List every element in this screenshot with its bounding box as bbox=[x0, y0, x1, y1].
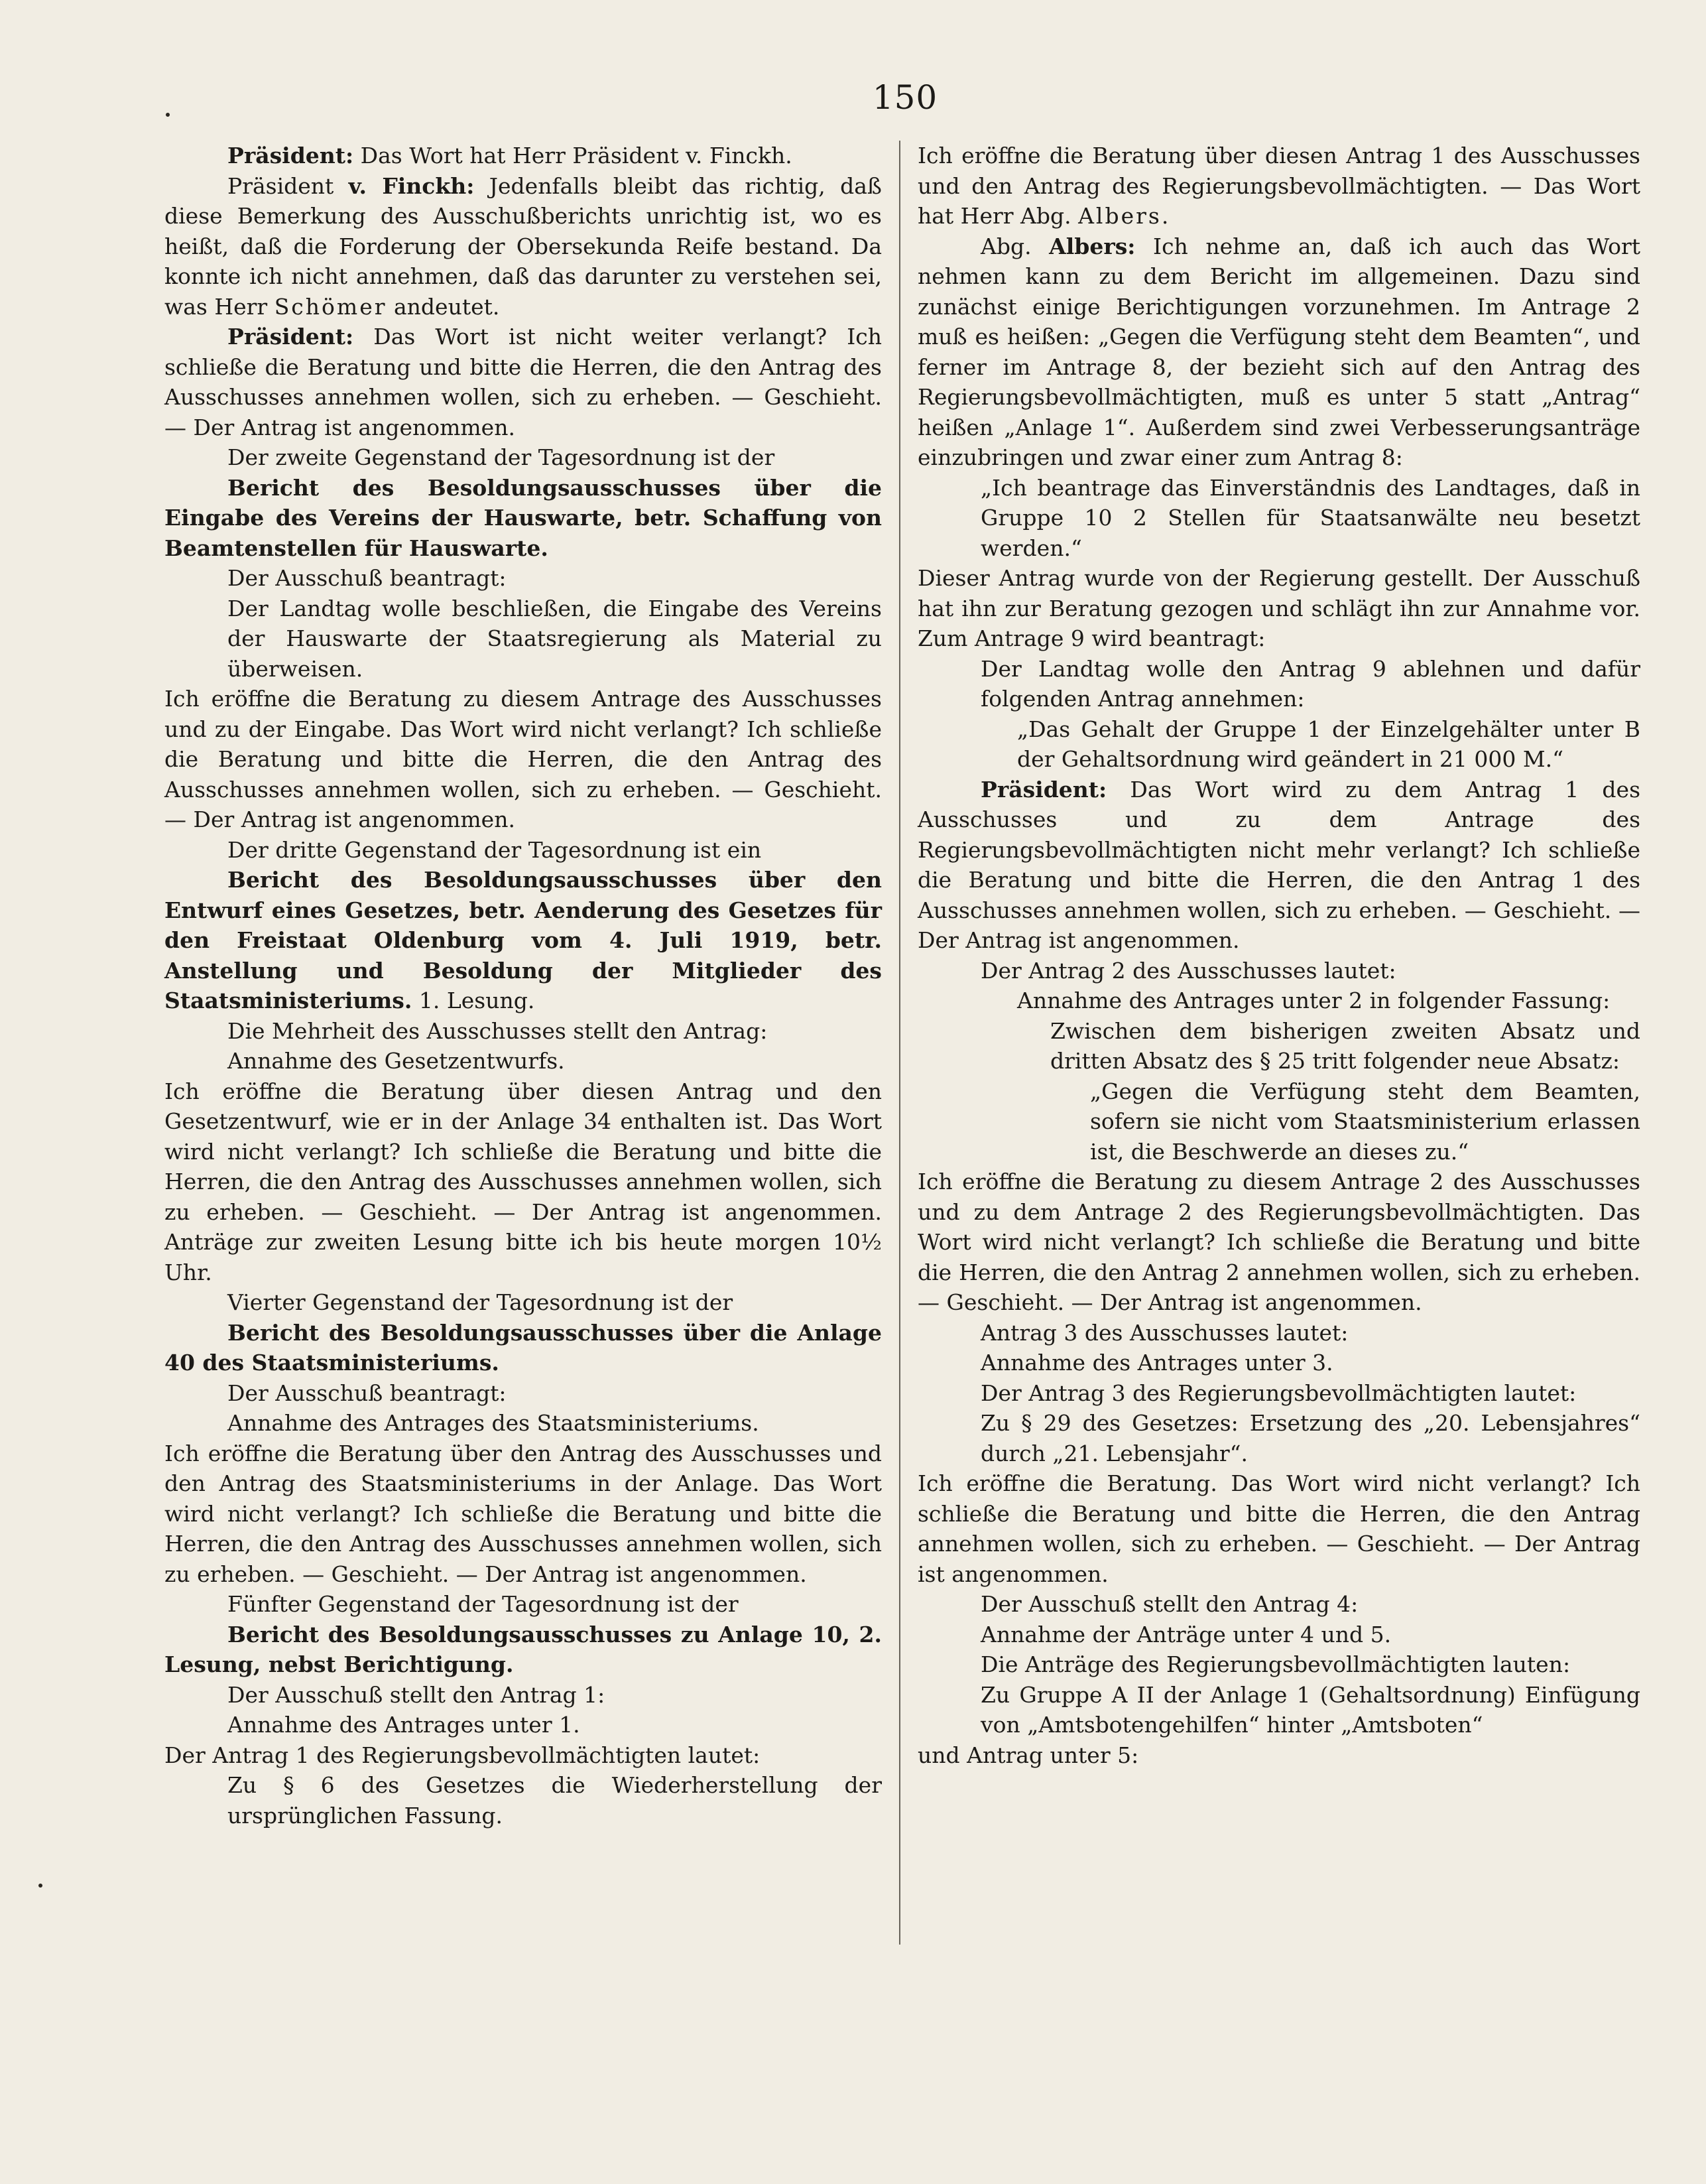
bold-text: Bericht des Besoldungsausschusses über die Eingabe des Vereins der Hauswarte, betr. Schaffung von Beamtenstellen für Hauswarte. bbox=[164, 474, 882, 561]
text-run: Ich eröffne die Beratung über diesen Antrag 1 des Ausschusses und den Antrag des Regierungsbevollmächtigten. — Das Wort hat Herr Abg. bbox=[918, 143, 1640, 229]
paragraph bbox=[918, 1589, 1640, 1620]
text-run: Annahme des Gesetzentwurfs. bbox=[227, 1048, 565, 1074]
paragraph bbox=[918, 986, 1640, 1016]
paragraph bbox=[164, 865, 882, 1016]
paragraph bbox=[918, 1378, 1640, 1409]
paragraph bbox=[164, 1770, 882, 1831]
text-run: Antrag 3 des Ausschusses lautet: bbox=[981, 1319, 1349, 1346]
paragraph bbox=[164, 1378, 882, 1409]
paragraph bbox=[164, 442, 882, 473]
paragraph bbox=[918, 231, 1640, 473]
paragraph bbox=[164, 322, 882, 442]
paragraph bbox=[918, 473, 1640, 564]
right-column bbox=[918, 141, 1640, 1770]
text-run: „Ich beantrage das Einverständnis des Landtages, daß in Gruppe 10 2 Stellen für Staatsanwälte neu besetzt werden.“ bbox=[981, 474, 1640, 561]
text-run: Vierter Gegenstand der Tagesordnung ist der bbox=[227, 1289, 733, 1315]
paragraph bbox=[164, 1287, 882, 1318]
text-run: Ich eröffne die Beratung. Das Wort wird nicht verlangt? Ich schließe die Beratung und bitte die Herren, die den Antrag annehmen wollen, sich zu erheben. — Geschieht. — Der Antrag ist angenommen. bbox=[918, 1470, 1640, 1587]
paragraph bbox=[164, 1740, 882, 1771]
text-run: Der dritte Gegenstand der Tagesordnung ist ein bbox=[227, 836, 762, 863]
text-run: Zu § 6 des Gesetzes die Wiederherstellung der ursprünglichen Fassung. bbox=[227, 1772, 882, 1829]
text-run: Zu § 29 des Gesetzes: Ersetzung des „20. Lebensjahres“ durch „21. Lebensjahr“. bbox=[981, 1410, 1640, 1466]
paragraph bbox=[164, 1408, 882, 1439]
paragraph bbox=[164, 171, 882, 322]
paragraph bbox=[164, 1046, 882, 1076]
text-run: Der Antrag 2 des Ausschusses lautet: bbox=[981, 957, 1396, 984]
text-run: . bbox=[1161, 203, 1169, 229]
paragraph bbox=[164, 473, 882, 564]
paragraph bbox=[918, 956, 1640, 986]
paragraph bbox=[164, 1589, 882, 1620]
paragraph bbox=[918, 1620, 1640, 1650]
paragraph bbox=[918, 1740, 1640, 1771]
paragraph bbox=[918, 1468, 1640, 1589]
spaced-name: Albers bbox=[1078, 203, 1162, 229]
left-column bbox=[164, 141, 882, 1831]
text-run: „Das Gehalt der Gruppe 1 der Einzelgehälter unter B der Gehaltsordnung wird geändert in 21 000 M.“ bbox=[1017, 716, 1640, 772]
paragraph bbox=[164, 684, 882, 835]
text-run: Die Anträge des Regierungsbevollmächtigten lauten: bbox=[981, 1651, 1571, 1677]
paragraph bbox=[164, 141, 882, 171]
text-run: Präsident bbox=[227, 172, 349, 199]
text-run: Zu Gruppe A II der Anlage 1 (Gehaltsordnung) Einfügung von „Amtsbotengehilfen“ hinter „Amtsboten“ bbox=[981, 1681, 1640, 1738]
text-run: Fünfter Gegenstand der Tagesordnung ist der bbox=[227, 1591, 739, 1617]
paragraph bbox=[164, 1680, 882, 1710]
paragraph bbox=[918, 775, 1640, 956]
paragraph bbox=[918, 1408, 1640, 1468]
text-run: Annahme des Antrages unter 3. bbox=[981, 1350, 1333, 1376]
paragraph bbox=[918, 141, 1640, 231]
text-run: Das Wort wird zu dem Antrag 1 des Ausschusses und zu dem Antrage des Regierungsbevollmächtigten nicht mehr verlangt? Ich schließe die Beratung und bitte die Herren, die den Antrag 1 des Ausschusses annehmen wollen, sich zu erheben. — Geschieht. — Der Antrag ist angenommen. bbox=[918, 776, 1640, 953]
text-run: Das Wort ist nicht weiter verlangt? Ich schließe die Beratung und bitte die Herren, die den Antrag des Ausschusses annehmen wollen, sich zu erheben. — Geschieht. — Der Antrag ist angenommen. bbox=[164, 324, 882, 440]
text-run: Ich eröffne die Beratung zu diesem Antrage 2 des Ausschusses und zu dem Antrage 2 des Regierungsbevollmächtigten. Das Wort wird nicht verlangt? Ich schließe die Beratung und bitte die Herren, die den Antrag 2 annehmen wollen, sich zu erheben. — Geschieht. — Der Antrag ist angenommen. bbox=[918, 1169, 1640, 1315]
bold-text: Bericht des Besoldungsausschusses zu Anlage 10, 2. Lesung, nebst Berichtigung. bbox=[164, 1621, 882, 1677]
paragraph bbox=[918, 1167, 1640, 1318]
text-run: Der Antrag 3 des Regierungsbevollmächtigten lautet: bbox=[981, 1380, 1577, 1406]
text-run: Die Mehrheit des Ausschusses stellt den Antrag: bbox=[227, 1017, 768, 1044]
spaced-name: Schömer bbox=[274, 293, 387, 320]
text-run: Abg. bbox=[981, 233, 1050, 259]
text-run: Annahme des Antrages des Staatsministeriums. bbox=[227, 1410, 759, 1436]
text-run: und Antrag unter 5: bbox=[918, 1742, 1139, 1768]
text-run: Der Ausschuß stellt den Antrag 4: bbox=[981, 1591, 1359, 1617]
paragraph bbox=[164, 835, 882, 866]
text-run: Das Wort hat Herr Präsident v. Finckh. bbox=[353, 143, 792, 168]
paragraph bbox=[918, 1318, 1640, 1348]
text-run: Ich eröffne die Beratung über den Antrag des Ausschusses und den Antrag des Staatsministeriums in der Anlage. Das Wort wird nicht verlangt? Ich schließe die Beratung und bitte die Herren, die den Antrag des Ausschusses annehmen wollen, sich zu erheben. — Geschieht. — Der Antrag ist angenommen. bbox=[164, 1440, 882, 1587]
bold-text: Albers: bbox=[1049, 233, 1136, 259]
text-run: Der Landtag wolle beschließen, die Eingabe des Vereins der Hauswarte der Staatsregierung als Material zu überweisen. bbox=[227, 595, 882, 682]
text-run: Der Ausschuß stellt den Antrag 1: bbox=[227, 1681, 605, 1708]
paragraph bbox=[164, 1620, 882, 1680]
page-number: 150 bbox=[872, 78, 938, 117]
bold-text: Bericht des Besoldungsausschusses über die Anlage 40 des Staatsministeriums. bbox=[164, 1319, 882, 1376]
paragraph bbox=[164, 1076, 882, 1288]
text-run: Der zweite Gegenstand der Tagesordnung ist der bbox=[227, 444, 775, 470]
print-speck bbox=[38, 1884, 42, 1888]
paragraph bbox=[164, 563, 882, 594]
text-run: Ich eröffne die Beratung über diesen Antrag und den Gesetzentwurf, wie er in der Anlage 34 enthalten ist. Das Wort wird nicht verlangt? Ich schließe die Beratung und bitte die Herren, die den Antrag des Ausschusses annehmen wollen, sich zu erheben. — Geschieht. — Der Antrag ist angenommen. Anträge zur zweiten Lesung bitte ich bis heute morgen 10½ Uhr. bbox=[164, 1078, 882, 1285]
text-run: Annahme des Antrages unter 2 in folgender Fassung: bbox=[1017, 988, 1611, 1013]
bold-text: Bericht des Besoldungsausschusses über den Entwurf eines Gesetzes, betr. Aenderung des Gesetzes für den Freistaat Oldenburg vom 4. Juli 1919, betr. Anstellung und Besoldung der Mitglieder des Staatsministeriums. bbox=[164, 867, 882, 1013]
bold-text: v. Finckh: bbox=[348, 172, 475, 199]
text-run: 1. Lesung. bbox=[412, 988, 535, 1013]
paragraph bbox=[918, 563, 1640, 654]
column-divider bbox=[899, 141, 900, 1945]
text-run: Der Ausschuß beantragt: bbox=[227, 565, 507, 591]
paragraph bbox=[164, 1318, 882, 1378]
text-run: Ich nehme an, daß ich auch das Wort nehmen kann zu dem Bericht im allgemeinen. Dazu sind zunächst einige Berichtigungen vorzunehmen. Im Antrage 2 muß es heißen: „Gegen die Verfügung steht dem Beamten“, und ferner im Antrage 8, der bezieht sich auf den Antrag des Regierungsbevollmächtigten, muß es unter 5 statt „Antrag“ heißen „Anlage 1“. Außerdem sind zwei Verbesserungsanträge einzubringen und zwar einer zum Antrag 8: bbox=[918, 233, 1641, 470]
text-run: Jedenfalls bleibt das richtig, daß diese Bemerkung des Ausschußberichts unrichtig ist, wo es heißt, daß die Forderung der Obersekunda Reife bestand. Da konnte ich nicht annehmen, daß das darunter zu verstehen sei, was Herr bbox=[164, 172, 882, 320]
text-run: Ich eröffne die Beratung zu diesem Antrage des Ausschusses und zu der Eingabe. Das Wort wird nicht verlangt? Ich schließe die Beratung und bitte die Herren, die den Antrag des Ausschusses annehmen wollen, sich zu erheben. — Geschieht. — Der Antrag ist angenommen. bbox=[164, 686, 882, 832]
bold-text: Präsident: bbox=[227, 143, 354, 168]
text-run: Annahme des Antrages unter 1. bbox=[227, 1712, 580, 1738]
paragraph bbox=[164, 594, 882, 684]
paragraph bbox=[918, 1680, 1640, 1740]
paragraph bbox=[164, 1710, 882, 1740]
bold-text: Präsident: bbox=[981, 776, 1107, 803]
paragraph bbox=[918, 1016, 1640, 1076]
text-run: Der Ausschuß beantragt: bbox=[227, 1380, 507, 1406]
paragraph bbox=[918, 1348, 1640, 1378]
paragraph bbox=[918, 714, 1640, 775]
paragraph bbox=[164, 1016, 882, 1047]
text-run: Dieser Antrag wurde von der Regierung gestellt. Der Ausschuß hat ihn zur Beratung gezogen und schlägt ihn zur Annahme vor. Zum Antrage 9 wird beantragt: bbox=[918, 565, 1640, 651]
print-speck bbox=[166, 113, 170, 117]
text-run: Zwischen dem bisherigen zweiten Absatz und dritten Absatz des § 25 tritt folgender neue Absatz: bbox=[1050, 1017, 1640, 1074]
paragraph bbox=[918, 654, 1640, 714]
paragraph bbox=[164, 1439, 882, 1590]
bold-text: Präsident: bbox=[227, 324, 354, 350]
text-run: „Gegen die Verfügung steht dem Beamten, sofern sie nicht vom Staatsministerium erlassen ist, die Beschwerde an dieses zu.“ bbox=[1090, 1078, 1640, 1165]
paragraph bbox=[918, 1076, 1640, 1167]
text-run: Annahme der Anträge unter 4 und 5. bbox=[981, 1621, 1392, 1647]
text-run: andeutet. bbox=[387, 293, 500, 320]
text-run: Der Landtag wolle den Antrag 9 ablehnen und dafür folgenden Antrag annehmen: bbox=[981, 655, 1640, 712]
text-run: Der Antrag 1 des Regierungsbevollmächtigten lautet: bbox=[164, 1742, 761, 1768]
paragraph bbox=[918, 1649, 1640, 1680]
